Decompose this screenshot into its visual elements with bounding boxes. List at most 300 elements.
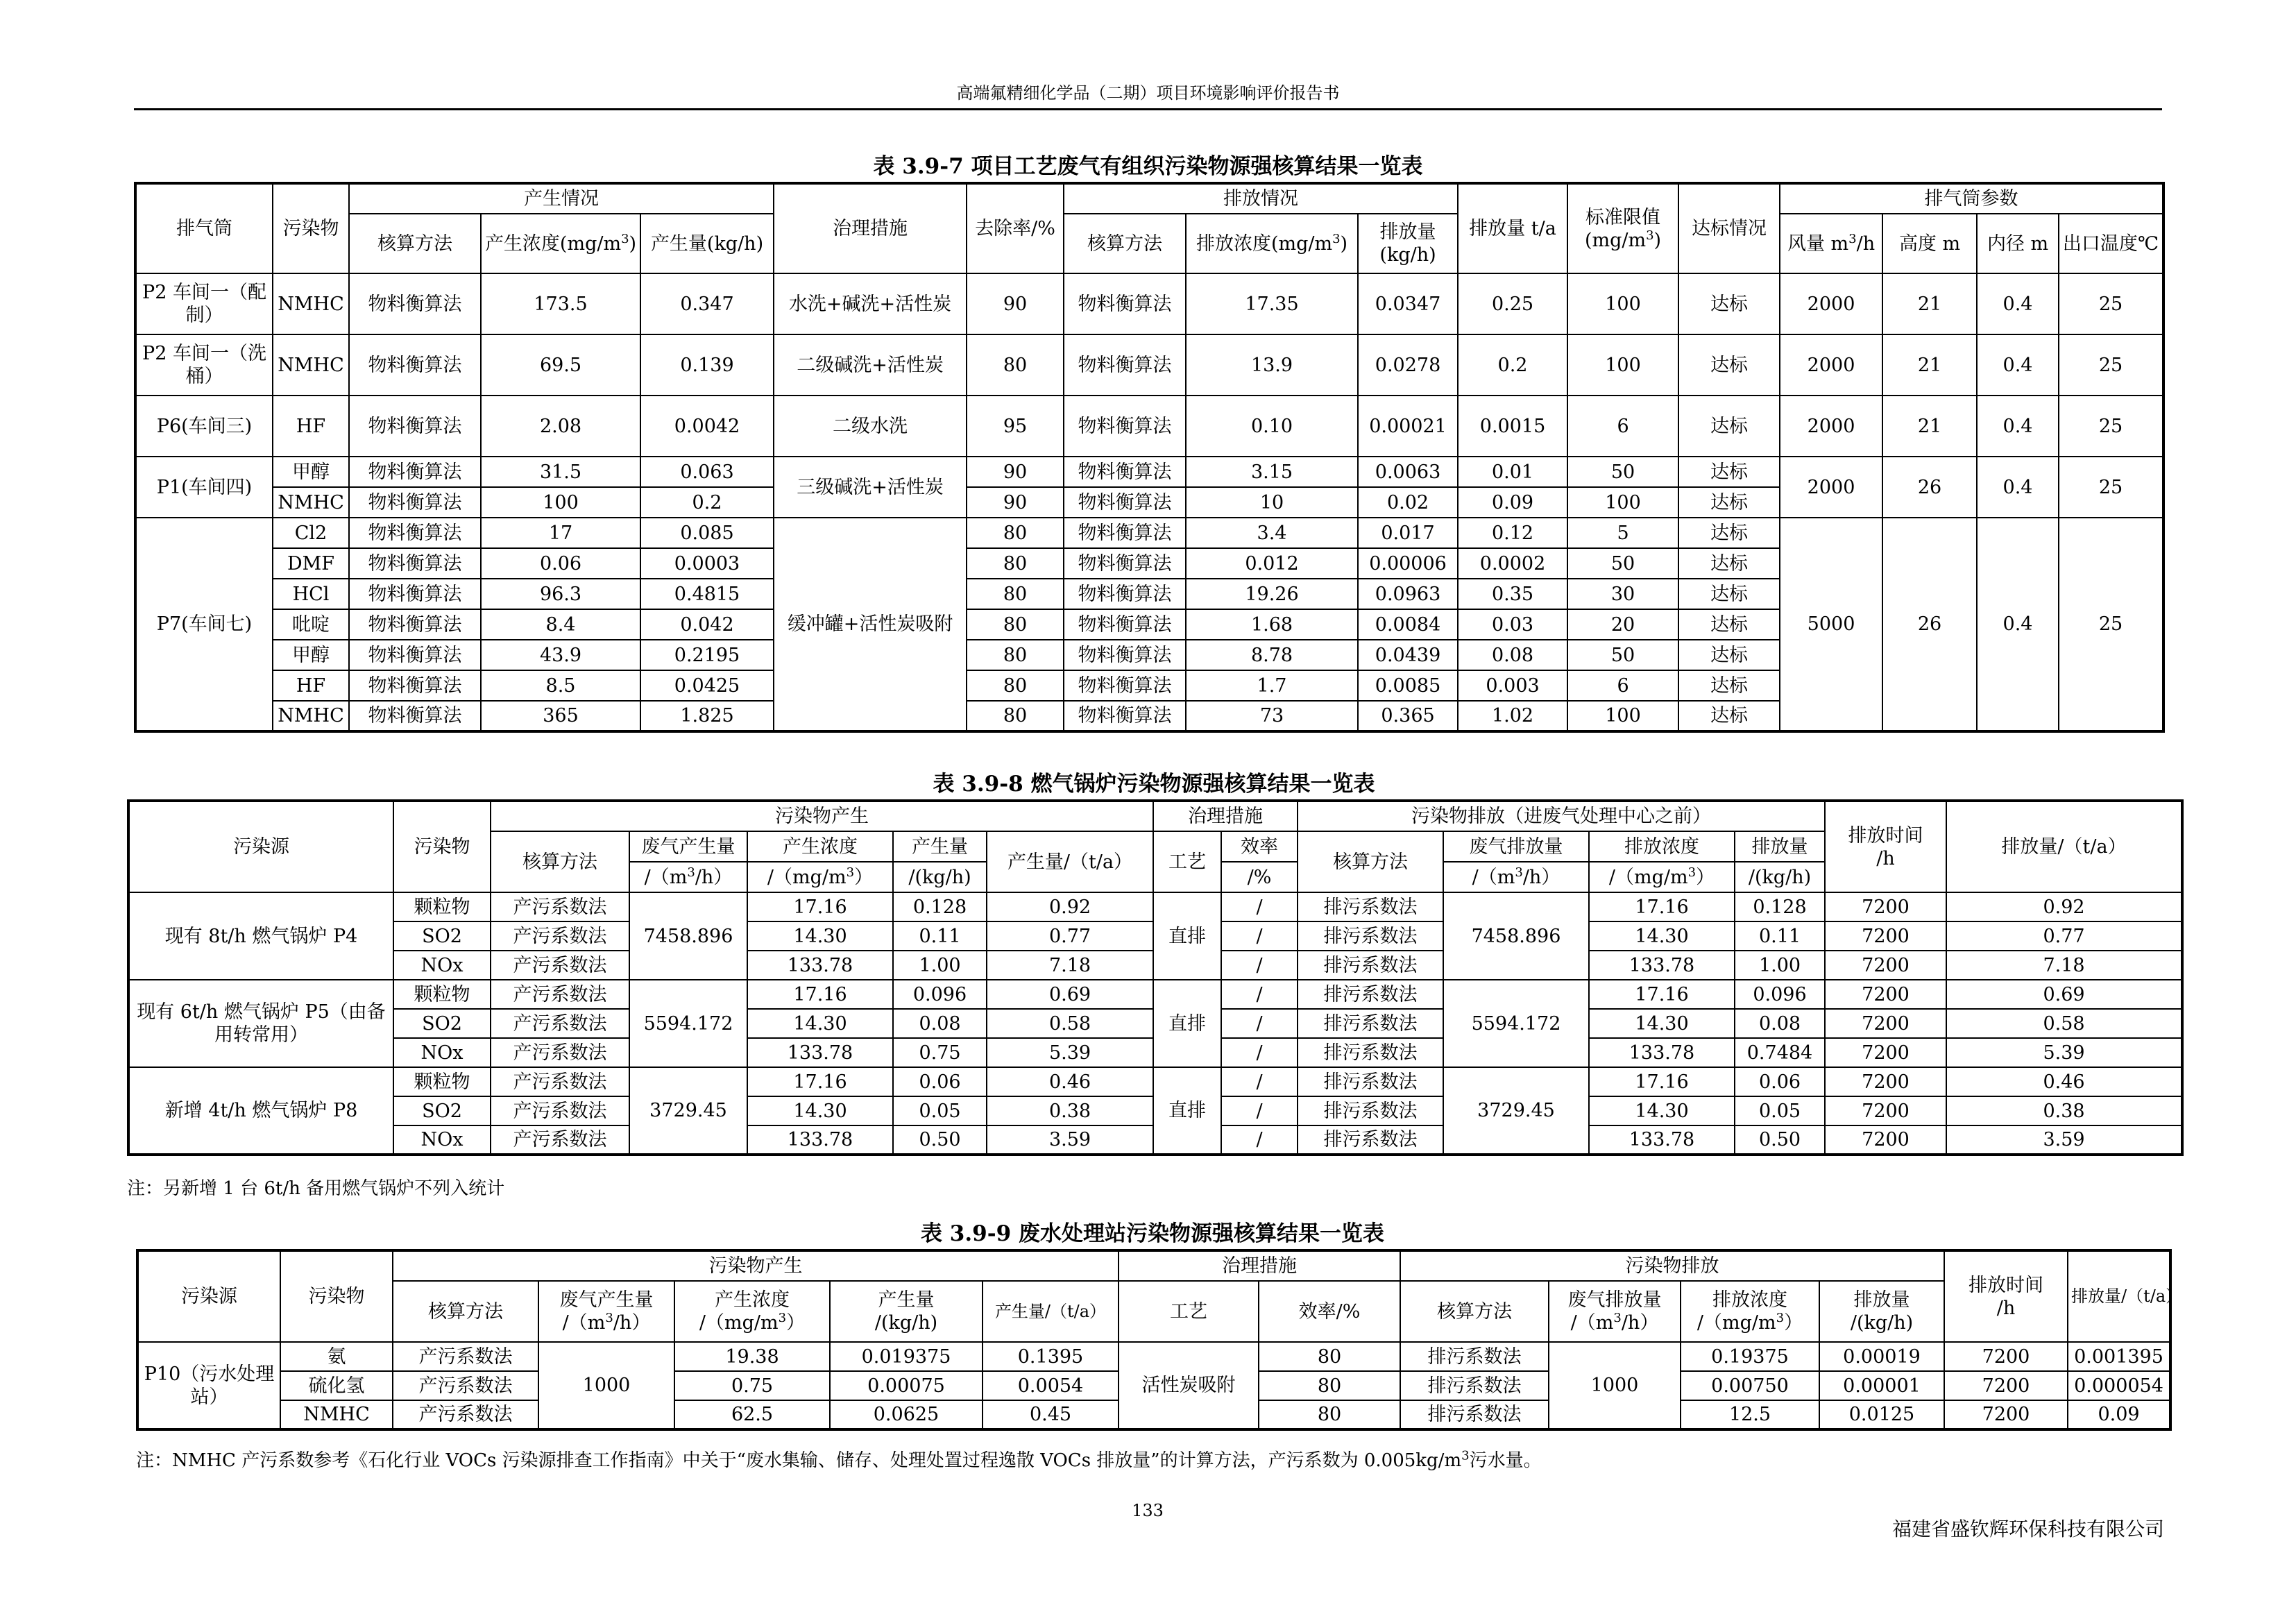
cell-gen-conc: 133.78 <box>747 1125 893 1155</box>
th-gas-gen: 废气产生量 <box>629 831 747 862</box>
cell-emis-conc: 14.30 <box>1589 921 1735 951</box>
cell-removal: 80 <box>967 334 1064 396</box>
cell-emis-rate: 0.11 <box>1735 921 1825 951</box>
cell-emis-annual: 0.69 <box>1946 980 2182 1009</box>
cell-emis-conc: 73 <box>1186 701 1358 731</box>
th-method2: 核算方法 <box>1400 1281 1549 1342</box>
cell-stack: P2 车间一（配制） <box>135 273 273 334</box>
cell-emis-rate: 0.0278 <box>1358 334 1458 396</box>
th-emis-rate: 排放量(kg/h) <box>1358 214 1458 273</box>
cell-emis-ta: 0.2 <box>1458 334 1567 396</box>
cell-emis-conc: 8.78 <box>1186 640 1358 670</box>
cell-compliance: 达标 <box>1678 548 1780 579</box>
th-process: 工艺 <box>1153 831 1221 892</box>
cell-gen-annual: 0.38 <box>987 1096 1153 1125</box>
cell-treatment: 二级碱洗+活性炭 <box>774 334 967 396</box>
cell-emis-conc: 14.30 <box>1589 1009 1735 1038</box>
table-row <box>135 396 2163 457</box>
cell-emis-conc: 1.7 <box>1186 670 1358 701</box>
cell-limit: 100 <box>1567 487 1678 518</box>
cell-gen-conc: 19.38 <box>674 1342 830 1371</box>
th-rate: 产生量 /(kg/h) <box>830 1281 983 1342</box>
th-annual-gen: 产生量/（t/a） <box>983 1281 1119 1342</box>
cell-emis-rate: 0.00021 <box>1358 396 1458 457</box>
cell-emis-method: 物料衡算法 <box>1064 518 1186 548</box>
cell-gen-rate: 0.139 <box>640 334 774 396</box>
cell-flow: 2000 <box>1780 396 1882 457</box>
cell-emis-method: 物料衡算法 <box>1064 670 1186 701</box>
cell-emis-conc: 3.4 <box>1186 518 1358 548</box>
cell-gen-rate: 0.085 <box>640 518 774 548</box>
cell-method: 物料衡算法 <box>349 457 481 487</box>
cell-emis-method: 物料衡算法 <box>1064 487 1186 518</box>
table-row <box>128 1067 2182 1096</box>
th-emis-rate-unit: /(kg/h) <box>1735 862 1825 892</box>
cell-pollutant: NOx <box>393 1125 491 1155</box>
table7-caption: 表 3.9-7 项目工艺废气有组织污染物源强核算结果一览表 <box>873 154 1423 179</box>
th-annual: 排放量/（t/a） <box>1946 801 2182 892</box>
cell-emis-conc: 133.78 <box>1589 1125 1735 1155</box>
cell-gen-rate: 1.825 <box>640 701 774 731</box>
th-stack: 排气筒 <box>135 183 273 273</box>
cell-gen-rate: 0.4815 <box>640 579 774 609</box>
cell-gen-rate: 0.347 <box>640 273 774 334</box>
th-gen-rate: 产生量(kg/h) <box>640 214 774 273</box>
th-emis-conc: 排放浓度 <box>1589 831 1735 862</box>
cell-emis-time: 7200 <box>1825 921 1946 951</box>
cell-emis-ta: 0.09 <box>1458 487 1567 518</box>
table-row <box>128 892 2182 921</box>
th-method: 核算方法 <box>349 214 481 273</box>
cell-emis-conc: 0.10 <box>1186 396 1358 457</box>
cell-pollutant: NMHC <box>273 701 349 731</box>
cell-compliance: 达标 <box>1678 487 1780 518</box>
cell-gen-rate: 0.75 <box>893 1038 987 1067</box>
cell-limit: 5 <box>1567 518 1678 548</box>
cell-method: 物料衡算法 <box>349 579 481 609</box>
th-source: 污染源 <box>137 1250 280 1342</box>
th-params: 排气筒参数 <box>1780 183 2163 214</box>
cell-diameter: 0.4 <box>1977 518 2059 731</box>
cell-emis-conc: 0.012 <box>1186 548 1358 579</box>
cell-efficiency: / <box>1221 1067 1298 1096</box>
cell-flow: 2000 <box>1780 457 1882 518</box>
cell-treatment: 水洗+碱洗+活性炭 <box>774 273 967 334</box>
cell-emis-ta: 0.08 <box>1458 640 1567 670</box>
cell-method: 物料衡算法 <box>349 670 481 701</box>
cell-emis-time: 7200 <box>1825 1125 1946 1155</box>
th-pollutant: 污染物 <box>280 1250 393 1342</box>
cell-method: 物料衡算法 <box>349 273 481 334</box>
cell-pollutant: SO2 <box>393 1009 491 1038</box>
cell-gas-gen: 5594.172 <box>629 980 747 1067</box>
cell-gen-rate: 0.0042 <box>640 396 774 457</box>
cell-gen-conc: 69.5 <box>481 334 640 396</box>
cell-emis-ta: 0.0015 <box>1458 396 1567 457</box>
cell-gen-rate: 0.019375 <box>830 1342 983 1371</box>
cell-temp: 25 <box>2059 457 2163 518</box>
cell-emis-conc: 133.78 <box>1589 951 1735 980</box>
cell-method: 产污系数法 <box>491 1038 629 1067</box>
cell-emis-ta: 0.0002 <box>1458 548 1567 579</box>
cell-compliance: 达标 <box>1678 334 1780 396</box>
cell-emis-rate: 0.0125 <box>1819 1400 1944 1429</box>
cell-process: 直排 <box>1153 980 1221 1067</box>
cell-gen-conc: 8.4 <box>481 609 640 640</box>
cell-method: 物料衡算法 <box>349 334 481 396</box>
cell-emis-method: 排污系数法 <box>1298 1067 1443 1096</box>
table-boiler <box>127 799 2184 1156</box>
th-treat: 治理措施 <box>1119 1250 1400 1281</box>
cell-compliance: 达标 <box>1678 518 1780 548</box>
cell-efficiency: / <box>1221 980 1298 1009</box>
cell-emis-rate: 0.50 <box>1735 1125 1825 1155</box>
cell-limit: 30 <box>1567 579 1678 609</box>
cell-emis-annual: 5.39 <box>1946 1038 2182 1067</box>
cell-emis-rate: 0.06 <box>1735 1067 1825 1096</box>
cell-emis-conc: 14.30 <box>1589 1096 1735 1125</box>
cell-source: P10（污水处理站） <box>137 1342 280 1429</box>
cell-gas-emis: 7458.896 <box>1443 892 1589 980</box>
cell-emis-ta: 0.01 <box>1458 457 1567 487</box>
cell-gen-conc: 173.5 <box>481 273 640 334</box>
cell-emis-rate: 0.365 <box>1358 701 1458 731</box>
cell-method: 物料衡算法 <box>349 640 481 670</box>
th-compliance: 达标情况 <box>1678 183 1780 273</box>
th-method2: 核算方法 <box>1298 831 1443 892</box>
cell-gen-conc: 0.06 <box>481 548 640 579</box>
cell-treatment: 二级水洗 <box>774 396 967 457</box>
cell-emis-time: 7200 <box>1825 1009 1946 1038</box>
cell-method: 物料衡算法 <box>349 396 481 457</box>
cell-emis-method: 排污系数法 <box>1298 1096 1443 1125</box>
cell-gen-rate: 0.50 <box>893 1125 987 1155</box>
cell-gen-conc: 133.78 <box>747 1038 893 1067</box>
cell-limit: 100 <box>1567 273 1678 334</box>
th-annual: 排放量/（t/a） <box>2068 1250 2170 1342</box>
cell-emis-rate: 0.096 <box>1735 980 1825 1009</box>
th-limit: 标准限值$(mg/m^3)$ <box>1567 183 1678 273</box>
cell-gen-conc: 62.5 <box>674 1400 830 1429</box>
cell-emis-annual: 0.001395 <box>2068 1342 2170 1371</box>
th-emis-ta: 排放量 t/a <box>1458 183 1567 273</box>
th-generation: 产生情况 <box>349 183 774 214</box>
cell-emis-rate: 0.017 <box>1358 518 1458 548</box>
cell-emis-annual: 0.77 <box>1946 921 2182 951</box>
cell-diameter: 0.4 <box>1977 273 2059 334</box>
cell-method: 物料衡算法 <box>349 548 481 579</box>
cell-removal: 80 <box>967 579 1064 609</box>
cell-flow: 5000 <box>1780 518 1882 731</box>
cell-emis-annual: 0.58 <box>1946 1009 2182 1038</box>
cell-emis-time: 7200 <box>1825 980 1946 1009</box>
th-diameter: 内径 m <box>1977 214 2059 273</box>
cell-diameter: 0.4 <box>1977 334 2059 396</box>
cell-emis-annual: 0.46 <box>1946 1067 2182 1096</box>
cell-emis-method: 物料衡算法 <box>1064 640 1186 670</box>
cell-gen-rate: 0.096 <box>893 980 987 1009</box>
cell-removal: 80 <box>967 701 1064 731</box>
th-conc: 产生浓度 <box>747 831 893 862</box>
cell-gen-conc: 31.5 <box>481 457 640 487</box>
cell-emis-method: 排污系数法 <box>1298 921 1443 951</box>
th-emis: 污染物排放（进废气处理中心之前） <box>1298 801 1825 831</box>
th-conc: 产生浓度 $/(mg/m^3)$ <box>674 1281 830 1342</box>
th-removal: 去除率/% <box>967 183 1064 273</box>
cell-emis-conc: 17.35 <box>1186 273 1358 334</box>
th-emis-rate: 排放量 /(kg/h) <box>1819 1281 1944 1342</box>
cell-gen-rate: 1.00 <box>893 951 987 980</box>
th-method2: 核算方法 <box>1064 214 1186 273</box>
cell-emis-method: 物料衡算法 <box>1064 273 1186 334</box>
th-method: 核算方法 <box>393 1281 538 1342</box>
cell-gen-conc: 365 <box>481 701 640 731</box>
cell-source: 新增 4t/h 燃气锅炉 P8 <box>128 1067 393 1155</box>
cell-gas-gen: 1000 <box>538 1342 674 1429</box>
cell-compliance: 达标 <box>1678 609 1780 640</box>
cell-emis-rate: 0.7484 <box>1735 1038 1825 1067</box>
cell-pollutant: 硫化氢 <box>280 1371 393 1400</box>
page-number: 133 <box>1132 1501 1164 1520</box>
cell-gen-conc: 17.16 <box>747 892 893 921</box>
cell-emis-conc: 0.00750 <box>1681 1371 1819 1400</box>
th-gas-gen: 废气产生量 $/(m^3/h)$ <box>538 1281 674 1342</box>
th-flow: 风量 $m^3/h$ <box>1780 214 1882 273</box>
cell-limit: 50 <box>1567 457 1678 487</box>
th-gas-gen-unit: $/(m^3/h)$ <box>629 862 747 892</box>
cell-emis-method: 排污系数法 <box>1400 1342 1549 1371</box>
cell-pollutant: SO2 <box>393 1096 491 1125</box>
cell-gen-conc: 2.08 <box>481 396 640 457</box>
cell-gen-rate: 0.042 <box>640 609 774 640</box>
cell-pollutant: 颗粒物 <box>393 1067 491 1096</box>
cell-treatment: 三级碱洗+活性炭 <box>774 457 967 518</box>
cell-gen-conc: 8.5 <box>481 670 640 701</box>
cell-emis-rate: 0.08 <box>1735 1009 1825 1038</box>
cell-emis-conc: 17.16 <box>1589 1067 1735 1096</box>
cell-removal: 90 <box>967 457 1064 487</box>
cell-gen-annual: 0.58 <box>987 1009 1153 1038</box>
cell-flow: 2000 <box>1780 334 1882 396</box>
cell-method: 产污系数法 <box>491 980 629 1009</box>
cell-pollutant: NMHC <box>273 487 349 518</box>
cell-emis-method: 排污系数法 <box>1298 1125 1443 1155</box>
cell-pollutant: NMHC <box>280 1400 393 1429</box>
th-treatment: 治理措施 <box>774 183 967 273</box>
cell-emis-rate: 0.00001 <box>1819 1371 1944 1400</box>
cell-gen-rate: 0.00075 <box>830 1371 983 1400</box>
cell-method: 产污系数法 <box>491 1009 629 1038</box>
cell-emis-method: 物料衡算法 <box>1064 609 1186 640</box>
cell-gen-conc: 14.30 <box>747 921 893 951</box>
th-rate-unit: /(kg/h) <box>893 862 987 892</box>
cell-emis-annual: 0.000054 <box>2068 1371 2170 1400</box>
cell-emis-time: 7200 <box>1825 1067 1946 1096</box>
cell-process: 活性炭吸附 <box>1119 1342 1259 1429</box>
cell-gen-rate: 0.128 <box>893 892 987 921</box>
th-process: 工艺 <box>1119 1281 1259 1342</box>
cell-gas-emis: 5594.172 <box>1443 980 1589 1067</box>
cell-limit: 6 <box>1567 670 1678 701</box>
cell-gen-rate: 0.0625 <box>830 1400 983 1429</box>
cell-gen-conc: 17.16 <box>747 1067 893 1096</box>
th-gen: 污染物产生 <box>393 1250 1119 1281</box>
cell-pollutant: HF <box>273 670 349 701</box>
cell-gen-rate: 0.06 <box>893 1067 987 1096</box>
cell-gen-conc: 14.30 <box>747 1009 893 1038</box>
cell-flow: 2000 <box>1780 273 1882 334</box>
cell-stack: P2 车间一（洗桶） <box>135 334 273 396</box>
table9-caption: 表 3.9-9 废水处理站污染物源强核算结果一览表 <box>921 1221 1384 1246</box>
cell-method: 产污系数法 <box>393 1400 538 1429</box>
cell-method: 物料衡算法 <box>349 701 481 731</box>
cell-efficiency: / <box>1221 1096 1298 1125</box>
cell-efficiency: 80 <box>1259 1371 1400 1400</box>
cell-removal: 80 <box>967 670 1064 701</box>
cell-emis-rate: 1.00 <box>1735 951 1825 980</box>
cell-emis-annual: 0.92 <box>1946 892 2182 921</box>
cell-efficiency: 80 <box>1259 1400 1400 1429</box>
cell-emis-method: 物料衡算法 <box>1064 701 1186 731</box>
cell-gen-annual: 0.69 <box>987 980 1153 1009</box>
th-time: 排放时间 /h <box>1825 801 1946 892</box>
table-row <box>135 457 2163 487</box>
cell-efficiency: / <box>1221 1038 1298 1067</box>
cell-emis-ta: 0.003 <box>1458 670 1567 701</box>
cell-gen-rate: 0.063 <box>640 457 774 487</box>
cell-pollutant: NOx <box>393 1038 491 1067</box>
cell-removal: 80 <box>967 609 1064 640</box>
cell-pollutant: SO2 <box>393 921 491 951</box>
th-conc-unit: $/(mg/m^3)$ <box>747 862 893 892</box>
cell-gas-emis: 3729.45 <box>1443 1067 1589 1155</box>
th-height: 高度 m <box>1882 214 1977 273</box>
cell-emis-rate: 0.0063 <box>1358 457 1458 487</box>
cell-gen-annual: 0.0054 <box>983 1371 1119 1400</box>
cell-emis-rate: 0.00006 <box>1358 548 1458 579</box>
cell-removal: 80 <box>967 518 1064 548</box>
cell-compliance: 达标 <box>1678 273 1780 334</box>
th-eff: 效率/% <box>1259 1281 1400 1342</box>
th-emission: 排放情况 <box>1064 183 1458 214</box>
cell-pollutant: 氨 <box>280 1342 393 1371</box>
cell-removal: 80 <box>967 548 1064 579</box>
cell-emis-conc: 1.68 <box>1186 609 1358 640</box>
cell-emis-conc: 3.15 <box>1186 457 1358 487</box>
cell-emis-time: 7200 <box>1944 1371 2068 1400</box>
cell-gen-annual: 0.92 <box>987 892 1153 921</box>
page-header: 高端氟精细化学品（二期）项目环境影响评价报告书 <box>134 78 2162 110</box>
table8-note: 注：另新增 1 台 6t/h 备用燃气锅炉不列入统计 <box>127 1178 505 1199</box>
cell-height: 21 <box>1882 396 1977 457</box>
cell-gen-annual: 0.45 <box>983 1400 1119 1429</box>
cell-pollutant: 颗粒物 <box>393 892 491 921</box>
cell-emis-conc: 12.5 <box>1681 1400 1819 1429</box>
cell-stack: P7(车间七) <box>135 518 273 731</box>
cell-pollutant: 吡啶 <box>273 609 349 640</box>
cell-efficiency: / <box>1221 1125 1298 1155</box>
cell-emis-conc: 17.16 <box>1589 980 1735 1009</box>
cell-gen-annual: 0.46 <box>987 1067 1153 1096</box>
cell-removal: 90 <box>967 273 1064 334</box>
cell-temp: 25 <box>2059 396 2163 457</box>
cell-emis-rate: 0.0085 <box>1358 670 1458 701</box>
cell-pollutant: 甲醇 <box>273 640 349 670</box>
cell-method: 产污系数法 <box>491 951 629 980</box>
cell-emis-ta: 0.12 <box>1458 518 1567 548</box>
cell-emis-rate: 0.0963 <box>1358 579 1458 609</box>
cell-emis-method: 物料衡算法 <box>1064 548 1186 579</box>
cell-efficiency: / <box>1221 892 1298 921</box>
cell-method: 产污系数法 <box>491 892 629 921</box>
cell-pollutant: 颗粒物 <box>393 980 491 1009</box>
table-row <box>135 273 2163 334</box>
th-emis-conc: 排放浓度 $/(mg/m^3)$ <box>1681 1281 1819 1342</box>
cell-stack: P6(车间三) <box>135 396 273 457</box>
th-annual-gen: 产生量/（t/a） <box>987 831 1153 892</box>
cell-emis-time: 7200 <box>1825 1038 1946 1067</box>
cell-emis-method: 物料衡算法 <box>1064 457 1186 487</box>
th-rate: 产生量 <box>893 831 987 862</box>
cell-gen-conc: 0.75 <box>674 1371 830 1400</box>
cell-treatment: 缓冲罐+活性炭吸附 <box>774 518 967 731</box>
cell-emis-annual: 0.09 <box>2068 1400 2170 1429</box>
cell-diameter: 0.4 <box>1977 396 2059 457</box>
cell-efficiency: / <box>1221 951 1298 980</box>
cell-limit: 50 <box>1567 640 1678 670</box>
cell-height: 26 <box>1882 457 1977 518</box>
th-gas-emis-unit: $/(m^3/h)$ <box>1443 862 1589 892</box>
cell-emis-rate: 0.0439 <box>1358 640 1458 670</box>
cell-pollutant: DMF <box>273 548 349 579</box>
th-conc: 产生浓度$(mg/m^3)$ <box>481 214 640 273</box>
cell-emis-conc: 0.19375 <box>1681 1342 1819 1371</box>
cell-method: 产污系数法 <box>393 1371 538 1400</box>
cell-gen-rate: 0.0003 <box>640 548 774 579</box>
cell-efficiency: 80 <box>1259 1342 1400 1371</box>
cell-compliance: 达标 <box>1678 640 1780 670</box>
cell-temp: 25 <box>2059 518 2163 731</box>
cell-emis-conc: 19.26 <box>1186 579 1358 609</box>
th-emis-conc: 排放浓度$(mg/m^3)$ <box>1186 214 1358 273</box>
cell-source: 现有 8t/h 燃气锅炉 P4 <box>128 892 393 980</box>
cell-limit: 6 <box>1567 396 1678 457</box>
cell-method: 产污系数法 <box>491 1125 629 1155</box>
cell-compliance: 达标 <box>1678 396 1780 457</box>
cell-pollutant: NOx <box>393 951 491 980</box>
cell-emis-method: 物料衡算法 <box>1064 396 1186 457</box>
cell-emis-conc: 10 <box>1186 487 1358 518</box>
cell-gen-annual: 7.18 <box>987 951 1153 980</box>
table-row <box>128 980 2182 1009</box>
cell-source: 现有 6t/h 燃气锅炉 P5（由备用转常用） <box>128 980 393 1067</box>
cell-height: 21 <box>1882 334 1977 396</box>
th-gas-emis: 废气排放量 <box>1443 831 1589 862</box>
cell-emis-rate: 0.02 <box>1358 487 1458 518</box>
cell-removal: 95 <box>967 396 1064 457</box>
cell-method: 产污系数法 <box>491 921 629 951</box>
table9-note: 注：NMHC 产污系数参考《石化行业 VOCs 污染源排查工作指南》中关于“废水集输、储存、处理处置过程逸散 VOCs 排放量”的计算方法，产污系数为 $0.005kg/m^3$污水量。 <box>136 1448 1542 1471</box>
cell-gen-annual: 0.77 <box>987 921 1153 951</box>
cell-gen-conc: 17 <box>481 518 640 548</box>
cell-method: 产污系数法 <box>491 1096 629 1125</box>
cell-efficiency: / <box>1221 1009 1298 1038</box>
table-row <box>137 1342 2170 1371</box>
cell-process: 直排 <box>1153 1067 1221 1155</box>
cell-method: 物料衡算法 <box>349 609 481 640</box>
th-emis: 污染物排放 <box>1400 1250 1944 1281</box>
cell-compliance: 达标 <box>1678 579 1780 609</box>
